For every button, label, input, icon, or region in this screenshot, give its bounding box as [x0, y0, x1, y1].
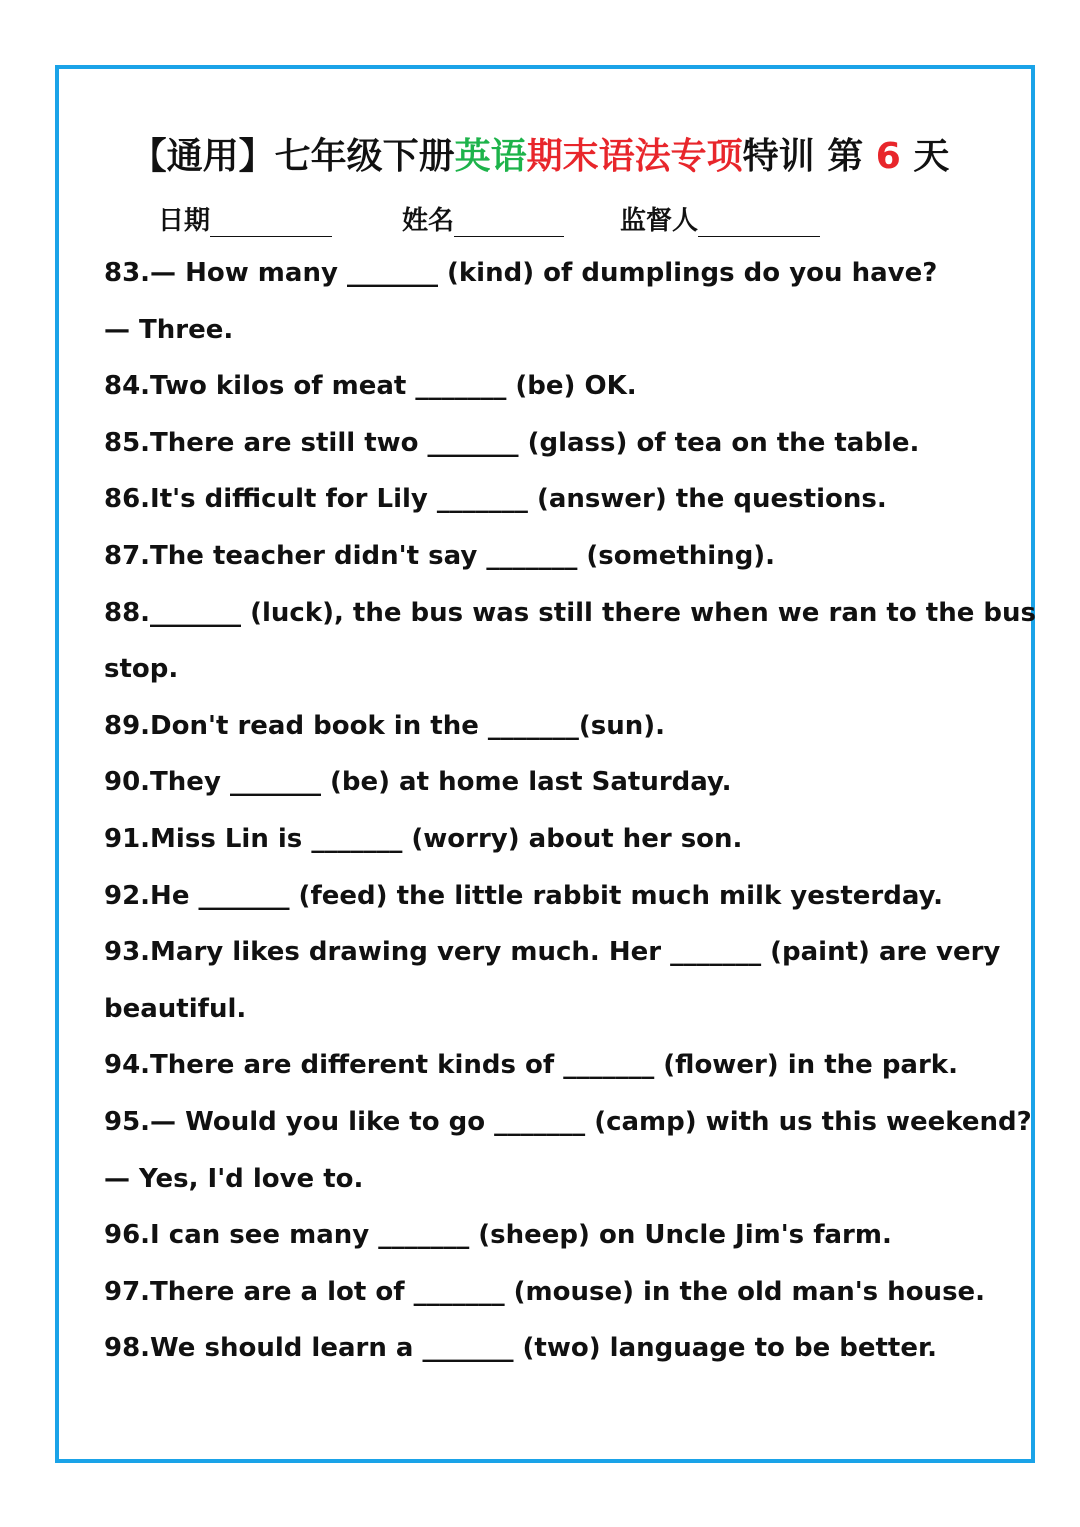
question-line: 87.The teacher didn't say _______ (something). [104, 541, 776, 571]
question-line: 83.— How many _______ (kind) of dumplings do you have? [104, 258, 938, 288]
name-field [402, 200, 564, 237]
title-day-suffix: 天 [900, 136, 950, 177]
date-label: 日期 [158, 206, 211, 236]
title-subject: 英语 [454, 136, 527, 177]
info-row [0, 200, 1080, 236]
title-training: 特训 第 [742, 136, 876, 177]
question-line: — Yes, I'd love to. [104, 1163, 364, 1194]
date-field [158, 200, 332, 237]
question-line: 86.It's difficult for Lily _______ (answer) the questions. [104, 484, 887, 515]
question-line: 91.Miss Lin is _______ (worry) about her son. [104, 824, 743, 854]
question-line: — Three. [104, 314, 234, 345]
question-line: 88._______ (luck), the bus was still there when we ran to the bus [104, 597, 1036, 628]
question-line: 92.He _______ (feed) the little rabbit much milk yesterday. [104, 880, 944, 911]
supervisor-label: 监督人 [620, 206, 699, 236]
worksheet-title [0, 128, 1080, 179]
question-line: stop. [104, 654, 179, 685]
question-line: 95.— Would you like to go _______ (camp) with us this weekend? [104, 1107, 1032, 1137]
title-topic: 期末语法专项 [526, 136, 743, 177]
supervisor-blank[interactable] [698, 208, 820, 237]
title-prefix: 【通用】七年级下册 [130, 136, 455, 177]
question-line: 98.We should learn a _______ (two) language to be better. [104, 1333, 937, 1364]
question-line: 96.I can see many _______ (sheep) on Uncle Jim's farm. [104, 1220, 892, 1251]
question-line: 90.They _______ (be) at home last Saturday. [104, 767, 732, 798]
question-line: 94.There are different kinds of _______ (flower) in the park. [104, 1050, 958, 1081]
question-line: 85.There are still two _______ (glass) of tea on the table. [104, 427, 920, 458]
question-line: 97.There are a lot of _______ (mouse) in the old man's house. [104, 1276, 986, 1307]
question-line: 89.Don't read book in the _______(sun). [104, 710, 666, 741]
question-line: beautiful. [104, 993, 247, 1024]
name-label: 姓名 [402, 206, 455, 236]
name-blank[interactable] [454, 208, 564, 237]
question-line: 84.Two kilos of meat _______ (be) OK. [104, 371, 637, 402]
date-blank[interactable] [210, 208, 332, 237]
supervisor-field [620, 200, 820, 237]
title-day-number: 6 [875, 136, 901, 177]
question-line: 93.Mary likes drawing very much. Her _______ (paint) are very [104, 937, 1001, 968]
